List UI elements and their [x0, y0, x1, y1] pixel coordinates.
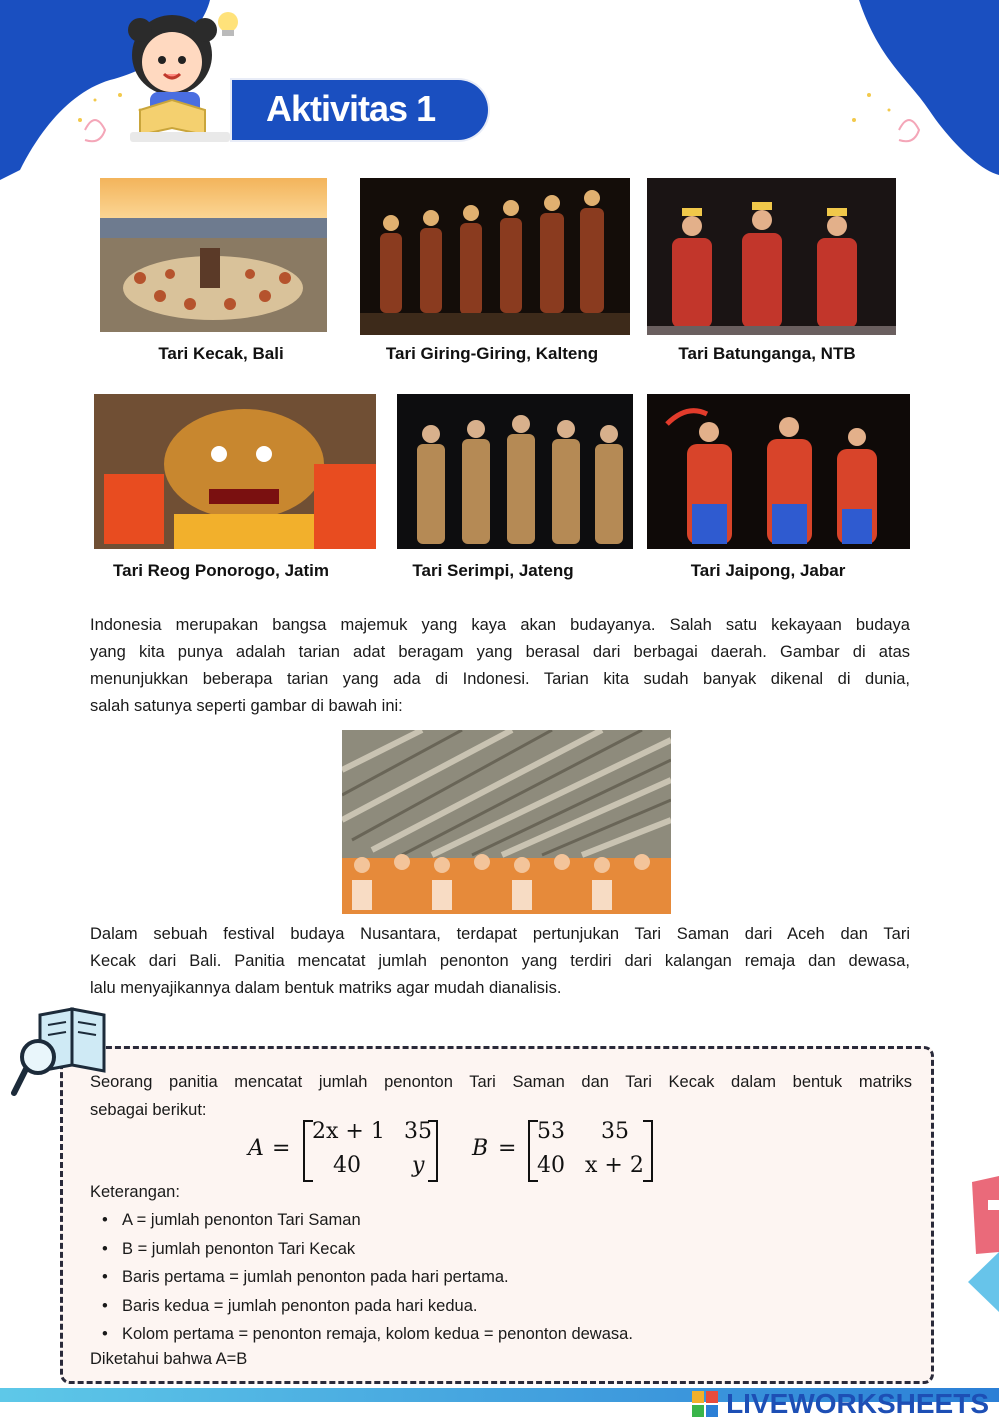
matrix-a-22: y: [412, 1153, 425, 1178]
intro-paragraph: [90, 612, 910, 720]
festival-line-2: Kecak dari Bali. Panitia mencatat jumlah penonton yang terdiri dari kalangan remaja dan dewasa,: [90, 952, 910, 970]
caption-kecak: Tari Kecak, Bali: [158, 344, 284, 363]
caption-giring-giring: Tari Giring-Giring, Kalteng: [385, 344, 599, 363]
matrix-a-11: 2x + 1: [312, 1119, 385, 1144]
activity-line-2: sebagai berikut:: [90, 1101, 207, 1119]
intro-line-2: yang kita punya adalah tarian adat beragam yang berasal dari berbagai daerah. Gambar di atas: [90, 643, 910, 661]
festival-line-3: lalu menyajikannya dalam bentuk matriks agar mudah dianalisis.: [90, 979, 562, 997]
intro-line-3: menunjukkan beberapa tarian yang ada di Indonesi. Tarian kita sudah banyak dikenal di dunia,: [90, 670, 910, 688]
photo-serimpi: [397, 394, 633, 549]
list-item: • Kolom pertama = penonton remaja, kolom kedua = penonton dewasa.: [100, 1320, 633, 1349]
list-item: • A = jumlah penonton Tari Saman: [100, 1206, 633, 1235]
decorative-shapes-icon: [962, 1172, 999, 1322]
matrix-b-12: 35: [601, 1119, 629, 1144]
matrix-a-equals: =: [272, 1136, 291, 1161]
activity-line-1: Seorang panitia mencatat jumlah penonton Tari Saman dan Tari Kecak dalam bentuk matriks: [90, 1073, 912, 1091]
festival-line-1: Dalam sebuah festival budaya Nusantara, terdapat pertunjukan Tari Saman dari Aceh dan Tari: [90, 925, 910, 943]
matrix-b-label: B: [472, 1136, 489, 1161]
list-item: • B = jumlah penonton Tari Kecak: [100, 1235, 633, 1264]
matrix-a-right-bracket: [428, 1120, 438, 1182]
matrix-a-12: 35: [404, 1119, 432, 1144]
intro-line-1: Indonesia merupakan bangsa majemuk yang kaya akan budayanya. Salah satu kekayaan budaya: [90, 616, 910, 634]
photo-jaipong: [647, 394, 910, 549]
matrix-b-right-bracket: [643, 1120, 653, 1182]
page-title: Aktivitas 1: [266, 88, 436, 129]
photo-kecak-bali: [100, 178, 327, 332]
list-item: • Baris pertama = jumlah penonton pada hari pertama.: [100, 1263, 633, 1292]
photo-reog-ponorogo: [94, 394, 376, 549]
girl-reading-mascot: [110, 0, 260, 150]
liveworksheets-logo-icon: [692, 1391, 718, 1417]
matrix-b-11: 53: [537, 1119, 565, 1144]
photo-saman-performance: [342, 730, 671, 914]
intro-line-4: salah satunya seperti gambar di bawah ini:: [90, 697, 403, 715]
festival-paragraph: [90, 921, 910, 1002]
matrix-a-21: 40: [333, 1153, 361, 1178]
caption-reog: Tari Reog Ponorogo, Jatim: [113, 561, 329, 580]
matrix-b-equals: =: [498, 1136, 517, 1161]
caption-batunganga: Tari Batunganga, NTB: [678, 344, 856, 363]
caption-serimpi: Tari Serimpi, Jateng: [412, 561, 574, 580]
given-statement: Diketahui bahwa A=B: [90, 1350, 248, 1368]
liveworksheets-brand[interactable]: LIVEWORKSHEETS: [726, 1388, 989, 1419]
header-blob-right: [829, 0, 999, 180]
list-item: • Baris kedua = jumlah penonton pada hari kedua.: [100, 1292, 633, 1321]
photo-batunganga: [647, 178, 896, 335]
keterangan-label: Keterangan:: [90, 1183, 180, 1201]
matrix-b-21: 40: [537, 1153, 565, 1178]
matrix-a-label: A: [248, 1136, 264, 1161]
matrix-b-22: x + 2: [585, 1153, 644, 1178]
keterangan-list: [100, 1206, 633, 1349]
photo-giring-giring: [360, 178, 630, 335]
caption-jaipong: Tari Jaipong, Jabar: [690, 561, 846, 580]
